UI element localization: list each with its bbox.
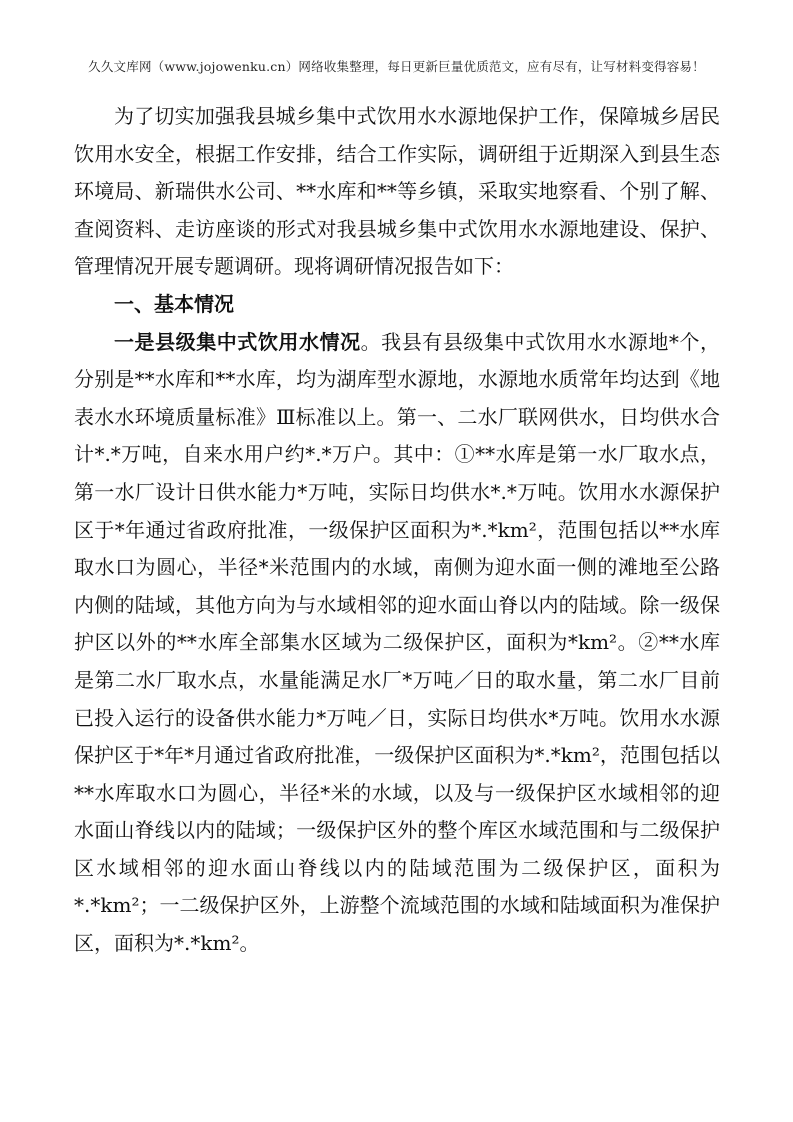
section-heading: 一、基本情况 <box>114 291 234 316</box>
page-header-banner: 久久文库网（www.jojowenku.cn）网络收集整理，每日更新巨量优质范文，应有尽有，让写材料变得容易！ <box>88 59 705 74</box>
document-body <box>74 98 720 963</box>
paragraph-lead: 一是县级集中式饮用水情况 <box>114 329 361 354</box>
intro-paragraph: 为了切实加强我县城乡集中式饮用水水源地保护工作，保障城乡居民饮用水安全，根据工作安排，结合工作实际，调研组于近期深入到县生态环境局、新瑞供水公司、**水库和**等乡镇，采取实地察看、个别了解、查阅资料、走访座谈的形式对我县城乡集中式饮用水水源地建设、保护、管理情况开展专题调研。现将调研情况报告如下： <box>74 104 720 279</box>
county-water-paragraph <box>74 324 720 963</box>
paragraph-text: 。我县有县级集中式饮用水水源地*个，分别是**水库和**水库，均为湖库型水源地，水源地水质常年均达到《地表水水环境质量标准》Ⅲ标准以上。第一、二水厂联网供水，日均供水合计*.*万吨，自来水用户约*.*万户。其中：①**水库是第一水厂取水点，第一水厂设计日供水能力*万吨，实际日均供水*.*万吨。饮用水水源保护区于*年通过省政府批准，一级保护区面积为*.*km²，范围包括以**水库取水口为圆心，半径*米范围内的水域，南侧为迎水面一侧的滩地至公路内侧的陆域，其他方向为与水域相邻的迎水面山脊以内的陆域。除一级保护区以外的**水库全部集水区域为二级保护区，面积为*km²。②**水库是第二水厂取水点，水量能满足水厂*万吨／日的取水量，第二水厂目前已投入运行的设备供水能力*万吨／日，实际日均供水*万吨。饮用水水源保护区于*年*月通过省政府批准，一级保护区面积为*.*km²，范围包括以**水库取水口为圆心，半径*米的水域，以及与一级保护区水域相邻的迎水面山脊线以内的陆域；一级保护区外的整个库区水域范围和与二级保护区水域相邻的迎水面山脊线以内的陆域范围为二级保护区，面积为*.*km²；一二级保护区外，上游整个流域范围的水域和陆域面积为准保护区，面积为*.*km²。 <box>74 329 721 956</box>
